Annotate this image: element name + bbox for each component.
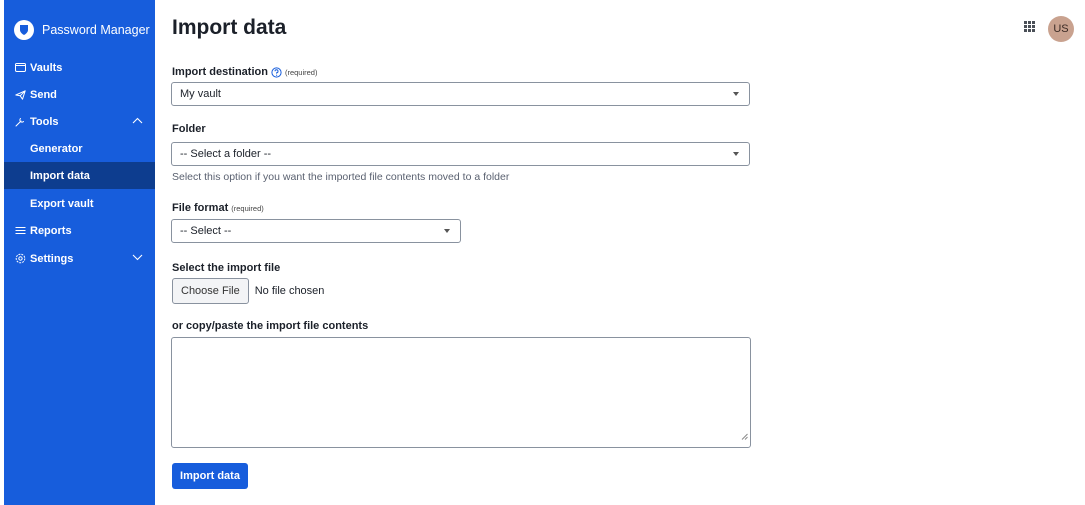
sidebar-item-settings[interactable] — [4, 245, 155, 272]
send-icon — [13, 90, 27, 100]
sidebar-item-label: Send — [30, 88, 57, 101]
help-circle-icon[interactable] — [271, 67, 282, 78]
select-value: -- Select -- — [180, 225, 232, 237]
avatar[interactable]: US — [1048, 16, 1074, 42]
folder-hint: Select this option if you want the imported file contents moved to a folder — [172, 171, 510, 183]
required-marker: (required) — [231, 203, 264, 213]
resize-handle-icon[interactable] — [741, 427, 748, 445]
sidebar-item-tools[interactable] — [4, 108, 155, 135]
select-value: -- Select a folder -- — [180, 148, 272, 160]
field-label: Import destination — [172, 66, 268, 78]
field-label: or copy/paste the import file contents — [172, 320, 369, 332]
reports-icon — [13, 226, 27, 235]
page-title: Import data — [172, 16, 287, 39]
chevron-down-icon[interactable] — [132, 252, 143, 264]
sidebar-subitem-export-vault[interactable] — [4, 190, 155, 217]
field-label: File format — [172, 202, 229, 214]
sidebar-item-label: Tools — [30, 115, 59, 128]
file-format-select[interactable] — [171, 219, 461, 243]
sidebar-item-label: Settings — [30, 252, 74, 265]
chevron-down-icon — [444, 229, 450, 233]
sidebar-item-vaults[interactable] — [4, 54, 155, 81]
sidebar-subitem-generator[interactable] — [4, 135, 155, 162]
field-label: Folder — [172, 123, 206, 135]
import-file-label — [172, 262, 280, 274]
chevron-down-icon — [733, 92, 739, 96]
tools-icon — [13, 116, 27, 127]
file-status: No file chosen — [254, 285, 325, 297]
sidebar-item-send[interactable] — [4, 81, 155, 108]
apps-grid-icon[interactable] — [1024, 21, 1036, 33]
file-contents-textarea[interactable] — [171, 337, 751, 448]
sidebar-item-label: Import data — [30, 169, 90, 182]
paste-contents-label — [172, 320, 368, 332]
sidebar-item-label: Vaults — [30, 61, 63, 74]
chevron-up-icon[interactable] — [132, 115, 143, 127]
import-destination-select[interactable] — [171, 82, 750, 106]
sidebar-item-label: Reports — [30, 224, 72, 237]
folder-select[interactable] — [171, 142, 750, 166]
field-label: Select the import file — [172, 262, 281, 274]
select-value: My vault — [180, 88, 221, 100]
sidebar — [4, 0, 155, 505]
sidebar-subitem-import-data[interactable] — [4, 162, 155, 189]
chevron-down-icon — [733, 152, 739, 156]
folder-label — [172, 123, 206, 135]
file-input — [172, 278, 324, 304]
app-name: Password Manager — [42, 23, 150, 37]
settings-icon — [13, 253, 27, 264]
vault-icon — [13, 63, 27, 72]
brand[interactable] — [14, 20, 150, 40]
required-marker: (required) — [284, 67, 318, 77]
choose-file-button[interactable]: Choose File — [172, 278, 249, 304]
import-destination-label — [172, 66, 317, 78]
sidebar-item-label: Export vault — [30, 197, 94, 210]
sidebar-item-reports[interactable] — [4, 217, 155, 244]
import-data-button[interactable]: Import data — [172, 463, 248, 489]
shield-logo-icon — [14, 20, 34, 40]
sidebar-item-label: Generator — [30, 142, 83, 155]
file-format-label — [172, 202, 264, 214]
